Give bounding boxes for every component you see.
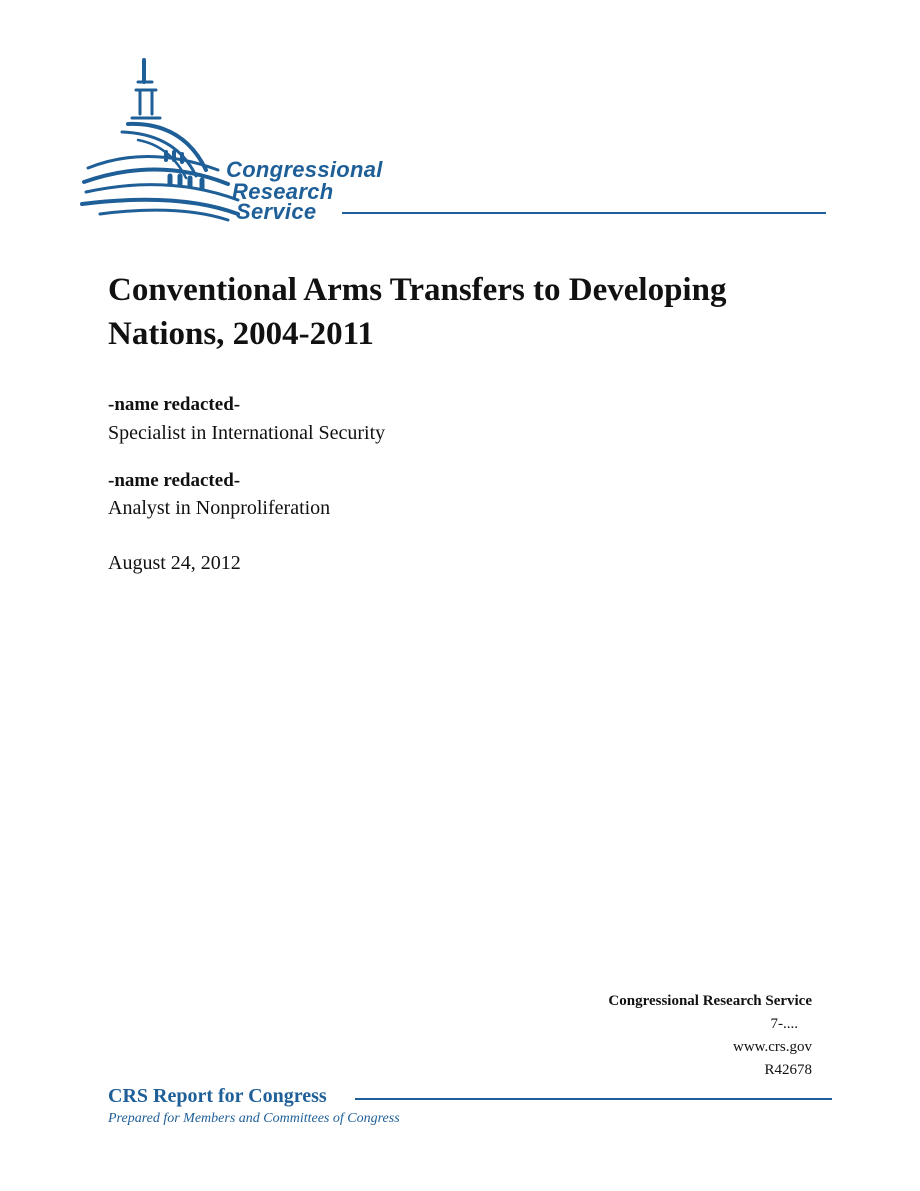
footer-subtitle: Prepared for Members and Committees of Congress [108,1111,400,1126]
logo-text-research: Research [232,179,334,204]
author-name-2: -name redacted- [108,470,241,491]
crs-phone: 7-.... [770,1016,798,1032]
report-date: August 24, 2012 [108,552,241,574]
report-title: Conventional Arms Transfers to Developing Nations, 2004-2011 [108,272,727,352]
crs-dome-logo [78,52,838,227]
crs-url[interactable]: www.crs.gov [732,1039,812,1055]
crs-report-number: R42678 [764,1062,812,1078]
logo-text-congressional: Congressional [226,157,383,182]
crs-name: Congressional Research Service [608,993,812,1009]
logo-rule [342,212,826,214]
author-role-2: Analyst in Nonproliferation [108,497,331,519]
crs-info-block [608,990,812,1082]
author-role-1: Specialist in International Security [108,422,386,444]
logo-text-service: Service [236,199,317,224]
footer-rule [355,1098,832,1100]
author-name-1: -name redacted- [108,394,241,415]
footer-report-title: CRS Report for Congress [108,1085,327,1107]
